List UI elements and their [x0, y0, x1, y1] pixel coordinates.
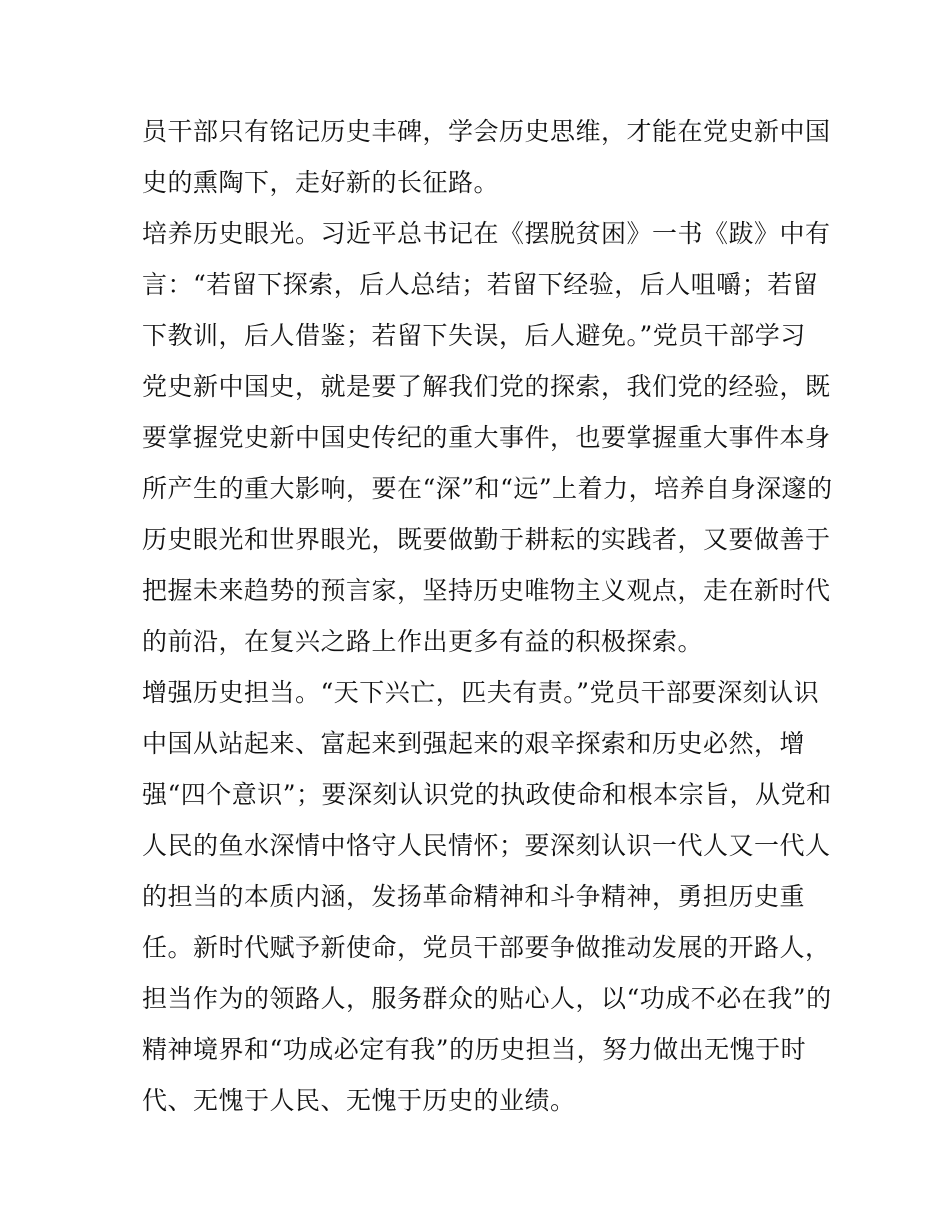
text-line: 任。新时代赋予新使命，党员干部要争做推动发展的开路人， [142, 933, 831, 962]
text-line: 的担当的本质内涵，发扬革命精神和斗争精神，勇担历史重 [142, 882, 806, 911]
text-line: 的前沿，在复兴之路上作出更多有益的积极探索。 [142, 627, 704, 656]
text-line: 言：“若留下探索，后人总结；若留下经验，后人咀嚼；若留 [142, 270, 819, 299]
text-line: 党史新中国史，就是要了解我们党的探索，我们党的经验，既 [142, 372, 831, 401]
text-line: 把握未来趋势的预言家，坚持历史唯物主义观点，走在新时代 [142, 576, 831, 605]
text-line: 员干部只有铭记历史丰碑，学会历史思维，才能在党史新中国 [142, 117, 831, 146]
text-line: 代、无愧于人民、无愧于历史的业绩。 [142, 1086, 576, 1115]
text-line: 史的熏陶下，走好新的长征路。 [142, 168, 500, 197]
text-line: 所产生的重大影响，要在“深”和“远”上着力，培养自身深邃的 [142, 474, 833, 503]
text-line: 人民的鱼水深情中恪守人民情怀；要深刻认识一代人又一代人 [142, 831, 831, 860]
text-line: 中国从站起来、富起来到强起来的艰辛探索和历史必然，增 [142, 729, 806, 758]
text-line: 培养历史眼光。习近平总书记在《摆脱贫困》一书《跋》中有 [142, 219, 831, 248]
text-line: 强“四个意识”；要深刻认识党的执政使命和根本宗旨，从党和 [142, 780, 832, 809]
text-line: 历史眼光和世界眼光，既要做勤于耕耘的实践者，又要做善于 [142, 525, 831, 554]
text-line: 担当作为的领路人，服务群众的贴心人，以“功成不必在我”的 [142, 984, 832, 1013]
text-line: 精神境界和“功成必定有我”的历史担当，努力做出无愧于时 [142, 1035, 807, 1064]
text-line: 增强历史担当。“天下兴亡，匹夫有责。”党员干部要深刻认识 [142, 678, 820, 707]
body-text [142, 106, 833, 1126]
text-line: 要掌握党史新中国史传纪的重大事件，也要掌握重大事件本身 [142, 423, 831, 452]
text-line: 下教训，后人借鉴；若留下失误，后人避免。”党员干部学习 [142, 321, 806, 350]
